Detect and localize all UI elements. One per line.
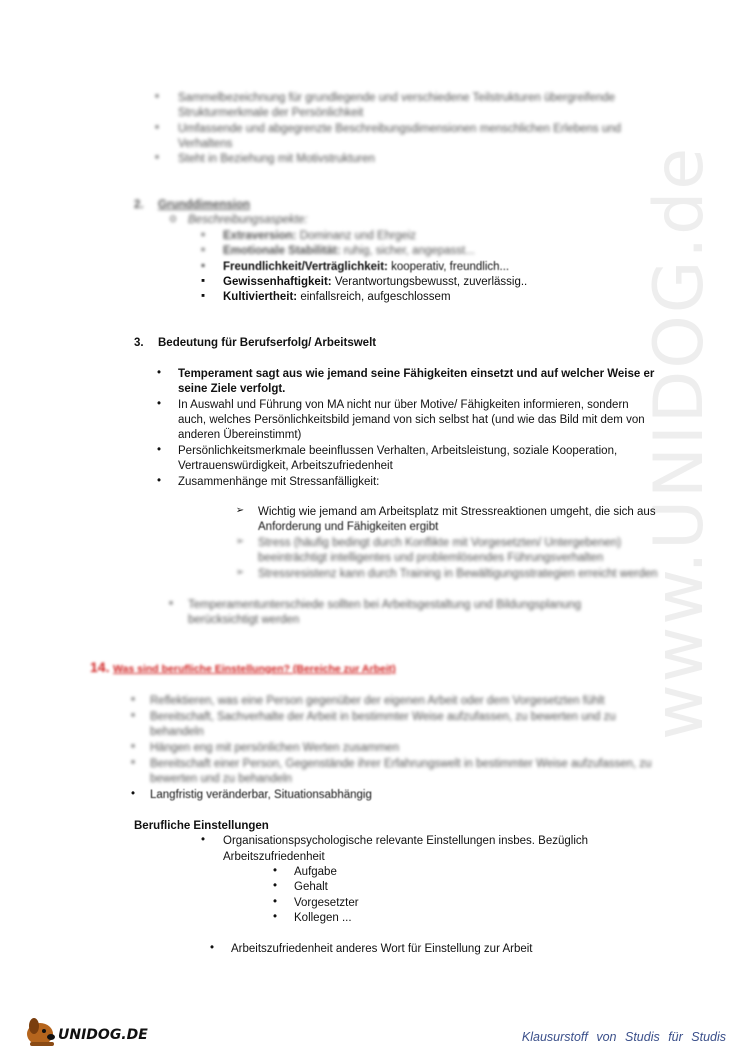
text-line: Persönlichkeitsmerkmale beeinflussen Verhalten, Arbeitsleistung, soziale Kooperation, — [178, 445, 618, 457]
bullet-icon: • — [168, 598, 174, 610]
dim-label: Freundlichkeit/Verträglichkeit: — [223, 261, 388, 273]
text-line: Bereitschaft, Sachverhalte der Arbeit in bestimmter Weise aufzufassen, zu bewerten und zu — [150, 711, 616, 723]
bullet-icon: • — [130, 741, 136, 753]
text-line: anderen Übereinstimmt) — [178, 429, 302, 441]
watermark: www.UNIDOG.de — [640, 145, 719, 740]
text-line: Temperamentunterschiede sollten bei Arbeitsgestaltung und Bildungsplanung — [188, 599, 582, 611]
logo-text: UNIDOG.DE — [58, 1027, 148, 1043]
sub-section-title: Berufliche Einstellungen — [134, 820, 269, 832]
text-line: Strukturmerkmale der Persönlichkeit — [178, 107, 364, 119]
text-line: Hängen eng mit persönlichen Werten zusammen — [150, 742, 400, 754]
bullet-icon: • — [272, 880, 278, 892]
text-line: auch, welches Persönlichkeitsbild jemand von sich selbst hat (und wie das Bild mit dem von — [178, 414, 645, 426]
text-line: Vertrauenswürdigkeit, Arbeitszufriedenheit — [178, 460, 393, 472]
bullet-icon: • — [156, 475, 162, 487]
text-line: bewerten und zu behandeln — [150, 773, 292, 785]
arrow-bullet-icon: ➢ — [235, 505, 245, 516]
dim-label: Emotionale Stabilität: — [223, 245, 341, 257]
square-bullet-icon: ▪ — [200, 229, 206, 241]
text-line: Sammelbezeichnung für grundlegende und verschiedene Teilstrukturen übergreifende — [178, 92, 616, 104]
bullet-icon: • — [130, 694, 136, 706]
text-line: Stressresistenz kann durch Training in Bewältigungsstrategien erreicht werden — [258, 568, 658, 580]
text-line: In Auswahl und Führung von MA nicht nur über Motive/ Fähigkeiten informieren, sondern — [178, 399, 629, 411]
text-line: Umfassende und abgegrenzte Beschreibungsdimensionen menschlichen Erlebens und — [178, 123, 622, 135]
text-line: Verhaltens — [178, 138, 233, 150]
bullet-icon: • — [154, 91, 160, 103]
text-line: Zusammenhänge mit Stressanfälligkeit: — [178, 476, 380, 488]
dim-text: ruhig, sicher, angepasst... — [340, 245, 475, 257]
bullet-icon: • — [272, 865, 278, 877]
section-title: Was sind berufliche Einstellungen? (Bereiche zur Arbeit) — [113, 663, 396, 675]
text-line: berücksichtigt werden — [188, 614, 300, 626]
bullet-icon: • — [154, 122, 160, 134]
text-line: Temperament sagt aus wie jemand seine Fähigkeiten einsetzt und auf welcher Weise er — [178, 368, 655, 380]
section-number: 3. — [134, 337, 144, 349]
square-bullet-icon: ▪ — [200, 260, 206, 272]
arrow-bullet-icon: ➢ — [235, 536, 245, 547]
dim-label: Extraversion: — [223, 230, 297, 242]
section-title: Grunddimension — [158, 199, 250, 211]
dim-text: kooperativ, freundlich... — [387, 261, 510, 273]
arrow-bullet-icon: ➢ — [235, 567, 245, 578]
dim-label: Gewissenhaftigkeit: — [223, 276, 332, 288]
dim-text: einfallsreich, aufgeschlossem — [297, 291, 451, 303]
bullet-icon: • — [272, 911, 278, 923]
bullet-icon: • — [156, 398, 162, 410]
text-line: Gehalt — [294, 881, 328, 893]
bullet-icon: • — [130, 788, 136, 800]
text-line: Wichtig wie jemand am Arbeitsplatz mit Stressreaktionen umgeht, die sich aus — [258, 506, 656, 518]
square-bullet-icon: ▪ — [200, 290, 206, 302]
square-bullet-icon: ▪ — [200, 244, 206, 256]
text-line: Langfristig veränderbar, Situationsabhängig — [150, 789, 372, 801]
text-line: Anforderung und Fähigkeiten ergibt — [258, 521, 439, 533]
dim-text: Dominanz und Ehrgeiz — [296, 230, 417, 242]
dim-text: Verantwortungsbewusst, zuverlässig.. — [331, 276, 528, 288]
footer-tagline: Klausurstoff von Studis für Studis — [521, 1030, 726, 1044]
section-title: Bedeutung für Berufserfolg/ Arbeitswelt — [158, 337, 377, 349]
text-line: Organisationspsychologische relevante Einstellungen insbes. Bezüglich — [223, 835, 589, 847]
bullet-icon: • — [209, 942, 215, 954]
bullet-icon: • — [130, 757, 136, 769]
text-line: Stress (häufig bedingt durch Konflikte mit Vorgesetzten/ Untergebenen) — [258, 537, 622, 549]
sub-heading: Beschreibungsaspekte: — [188, 214, 308, 226]
text-line: seine Ziele verfolgt. — [178, 383, 286, 395]
text-line: Vorgesetzter — [294, 897, 359, 909]
text-line: Aufgabe — [294, 866, 337, 878]
text-line: Kollegen ... — [294, 912, 352, 924]
bullet-icon: • — [130, 710, 136, 722]
bullet-icon: • — [272, 896, 278, 908]
bullet-icon: • — [200, 834, 206, 846]
text-line: Reflektieren, was eine Person gegenüber der eigenen Arbeit oder dem Vorgesetzten fühlt — [150, 695, 605, 707]
text-line: Arbeitszufriedenheit anderes Wort für Einstellung zur Arbeit — [231, 943, 533, 955]
bullet-icon: • — [154, 152, 160, 164]
bullet-icon: • — [156, 444, 162, 456]
text-line: behandeln — [150, 726, 204, 738]
dim-label: Kultiviertheit: — [223, 291, 298, 303]
bullet-icon: • — [156, 367, 162, 379]
text-line: Arbeitszufriedenheit — [223, 851, 325, 863]
text-line: Steht in Beziehung mit Motivstrukturen — [178, 153, 375, 165]
square-bullet-icon: ▪ — [200, 275, 206, 287]
circle-bullet-icon: o — [169, 213, 177, 225]
text-line: Bereitschaft einer Person, Gegenstände ihrer Erfahrungswelt in bestimmter Weise aufzufassen, zu — [150, 758, 652, 770]
section-number: 14. — [90, 659, 110, 675]
section-number: 2. — [134, 199, 144, 211]
text-line: beeinträchtigt intelligentes und problemlösendes Führungsverhalten — [258, 552, 604, 564]
